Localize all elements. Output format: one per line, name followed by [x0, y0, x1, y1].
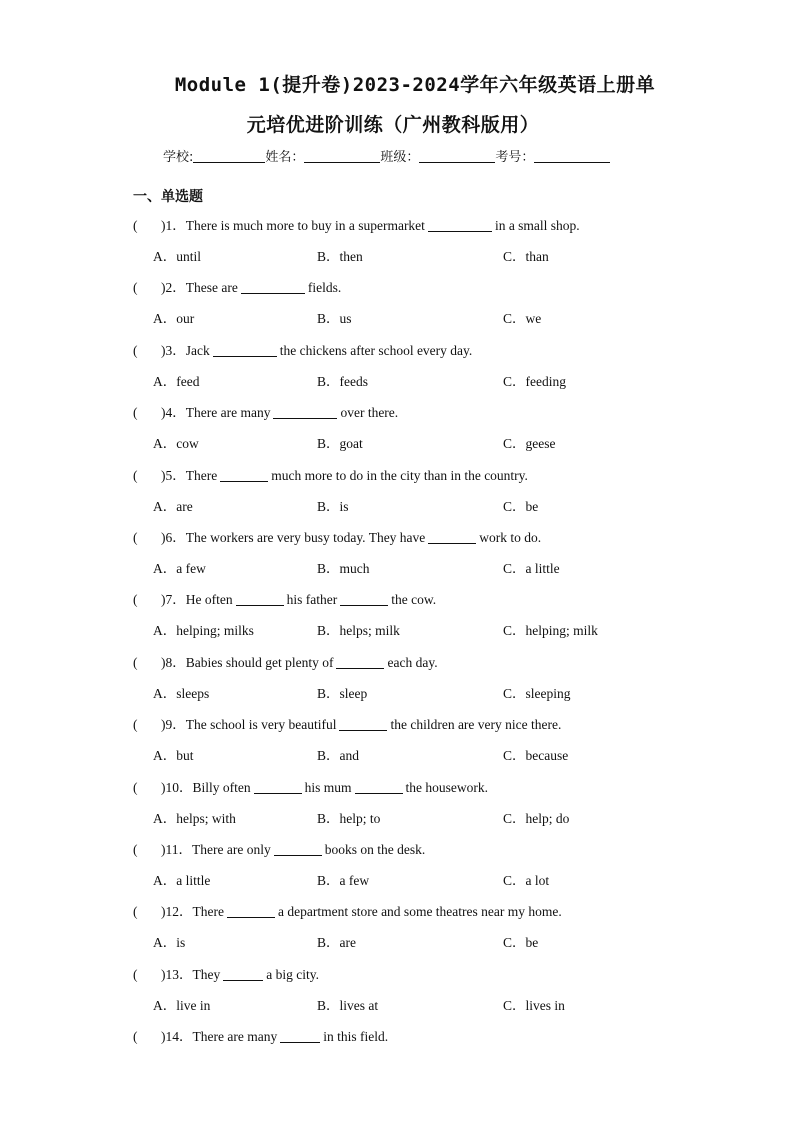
question-text: There are only [192, 842, 271, 857]
exam-label: 考号： [495, 150, 535, 165]
question-text: The workers are very busy today. They have [185, 530, 426, 545]
question-text: the housework. [405, 780, 488, 795]
answer-paren[interactable]: ( [133, 717, 138, 732]
question-text: the children are very nice there. [390, 717, 562, 732]
question-6 [133, 526, 541, 546]
answer-blank[interactable] [340, 593, 388, 606]
question-text: There [192, 904, 224, 919]
answer-paren[interactable]: ( [133, 405, 138, 420]
question-text: He often [185, 592, 233, 607]
question-text: much more to do in the city than in the country. [271, 468, 528, 483]
option-c[interactable]: C．a lot [503, 873, 550, 888]
answer-blank[interactable] [273, 406, 337, 419]
option-c[interactable]: C．geese [503, 436, 556, 451]
question-text: the cow. [391, 592, 437, 607]
answer-paren[interactable]: ( [133, 842, 138, 857]
question-5 [133, 464, 528, 484]
question-number: )4． [161, 405, 186, 420]
option-a[interactable]: A．is [153, 935, 186, 950]
question-text: the chickens after school every day. [279, 343, 473, 358]
question-text: There are many [185, 405, 271, 420]
question-text: fields. [307, 280, 342, 295]
option-a[interactable]: A．cow [153, 436, 199, 451]
option-c[interactable]: C．feeding [503, 374, 566, 389]
answer-paren[interactable]: ( [133, 592, 138, 607]
answer-paren[interactable]: ( [133, 780, 138, 795]
question-number: )10． [161, 780, 193, 795]
question-10 [133, 776, 488, 796]
school-blank[interactable] [193, 150, 265, 163]
question-number: )14． [161, 1029, 193, 1044]
page-title-line2: 元培优进阶训练（广州教科版用） [246, 114, 540, 136]
question-number: )12． [161, 904, 193, 919]
option-b[interactable]: B．help; to [317, 811, 381, 826]
option-c[interactable]: C．because [503, 748, 569, 763]
answer-blank[interactable] [355, 781, 403, 794]
question-text: There [185, 468, 218, 483]
answer-blank[interactable] [339, 718, 387, 731]
option-b[interactable]: B．then [317, 249, 363, 264]
answer-blank[interactable] [241, 281, 305, 294]
question-text: his mum [304, 780, 352, 795]
question-text: work to do. [479, 530, 542, 545]
question-text: over there. [340, 405, 399, 420]
answer-paren[interactable]: ( [133, 280, 138, 295]
option-c[interactable]: C．helping; milk [503, 623, 598, 638]
question-text: each day. [387, 655, 438, 670]
answer-blank[interactable] [428, 531, 476, 544]
page-title-line1: Module 1(提升卷)2023-2024学年六年级英语上册单 [174, 74, 656, 96]
question-number: )13． [161, 967, 193, 982]
student-info-row [163, 146, 610, 165]
question-1 [133, 214, 580, 234]
option-b[interactable]: B．sleep [317, 686, 368, 701]
option-c[interactable]: C．sleeping [503, 686, 571, 701]
question-9 [133, 713, 561, 733]
answer-paren[interactable]: ( [133, 343, 138, 358]
answer-paren[interactable]: ( [133, 1029, 138, 1044]
question-number: )11． [161, 842, 192, 857]
question-number: )8． [161, 655, 186, 670]
question-12 [133, 900, 562, 920]
question-13 [133, 963, 319, 983]
answer-paren[interactable]: ( [133, 468, 138, 483]
question-text: These are [185, 280, 238, 295]
answer-paren[interactable]: ( [133, 655, 138, 670]
option-b[interactable]: B．a few [317, 873, 370, 888]
question-text: There are many [192, 1029, 278, 1044]
question-number: )1． [161, 218, 186, 233]
question-text: in this field. [323, 1029, 389, 1044]
answer-blank[interactable] [280, 1030, 320, 1043]
option-a[interactable]: A．but [153, 748, 194, 763]
question-number: )7． [161, 592, 186, 607]
option-a[interactable]: A．sleeps [153, 686, 210, 701]
section-title: 一、单选题 [133, 189, 203, 205]
question-text: There is much more to buy in a supermarket [185, 218, 425, 233]
question-7 [133, 588, 436, 608]
question-text: books on the desk. [324, 842, 426, 857]
answer-paren[interactable]: ( [133, 967, 138, 982]
answer-blank[interactable] [236, 593, 284, 606]
option-a[interactable]: A．a few [153, 561, 206, 576]
option-a[interactable]: A．helps; with [153, 811, 236, 826]
option-b[interactable]: B．is [317, 499, 349, 514]
question-text: a department store and some theatres near my home. [277, 904, 562, 919]
class-label: 班级： [380, 150, 420, 165]
option-a[interactable]: A．live in [153, 998, 211, 1013]
question-4 [133, 401, 398, 421]
question-number: )3． [161, 343, 186, 358]
question-14 [133, 1025, 388, 1045]
option-b[interactable]: B．feeds [317, 374, 368, 389]
question-number: )2． [161, 280, 186, 295]
answer-paren[interactable]: ( [133, 904, 138, 919]
question-number: )5． [161, 468, 186, 483]
option-c[interactable]: C．than [503, 249, 549, 264]
question-8 [133, 651, 438, 671]
option-a[interactable]: A．our [153, 311, 195, 326]
option-b[interactable]: B．much [317, 561, 370, 576]
answer-paren[interactable]: ( [133, 218, 138, 233]
school-label: 学校: [163, 150, 194, 165]
question-text: Billy often [192, 780, 251, 795]
option-a[interactable]: A．are [153, 499, 193, 514]
option-b[interactable]: B．goat [317, 436, 363, 451]
option-b[interactable]: B．are [317, 935, 356, 950]
question-text: The school is very beautiful [185, 717, 337, 732]
question-text: Jack [185, 343, 210, 358]
option-c[interactable]: C．help; do [503, 811, 570, 826]
answer-blank[interactable] [428, 219, 492, 232]
option-c[interactable]: C．lives in [503, 998, 565, 1013]
question-11 [133, 838, 425, 858]
option-b[interactable]: B．helps; milk [317, 623, 400, 638]
option-c[interactable]: C．a little [503, 561, 560, 576]
option-a[interactable]: A．helping; milks [153, 623, 254, 638]
question-number: )6． [161, 530, 186, 545]
option-b[interactable]: B．lives at [317, 998, 379, 1013]
option-b[interactable]: B．us [317, 311, 352, 326]
option-a[interactable]: A．feed [153, 374, 200, 389]
option-c[interactable]: C．be [503, 499, 539, 514]
question-text: in a small shop. [494, 218, 580, 233]
question-text: his father [286, 592, 338, 607]
question-number: )9． [161, 717, 186, 732]
answer-blank[interactable] [223, 968, 263, 981]
name-blank[interactable] [304, 150, 380, 163]
answer-blank[interactable] [220, 469, 268, 482]
option-c[interactable]: C．we [503, 311, 542, 326]
question-text: They [192, 967, 221, 982]
answer-blank[interactable] [227, 905, 275, 918]
answer-paren[interactable]: ( [133, 530, 138, 545]
option-a[interactable]: A．a little [153, 873, 211, 888]
exam-blank[interactable] [534, 150, 610, 163]
answer-blank[interactable] [254, 781, 302, 794]
question-2 [133, 276, 341, 296]
name-label: 姓名： [265, 150, 305, 165]
answer-blank[interactable] [274, 843, 322, 856]
question-3 [133, 339, 472, 359]
option-a[interactable]: A．until [153, 249, 202, 264]
answer-blank[interactable] [213, 344, 277, 357]
question-text: Babies should get plenty of [185, 655, 334, 670]
answer-blank[interactable] [336, 656, 384, 669]
class-blank[interactable] [419, 150, 495, 163]
option-c[interactable]: C．be [503, 935, 539, 950]
question-text: a big city. [266, 967, 319, 982]
option-b[interactable]: B．and [317, 748, 359, 763]
